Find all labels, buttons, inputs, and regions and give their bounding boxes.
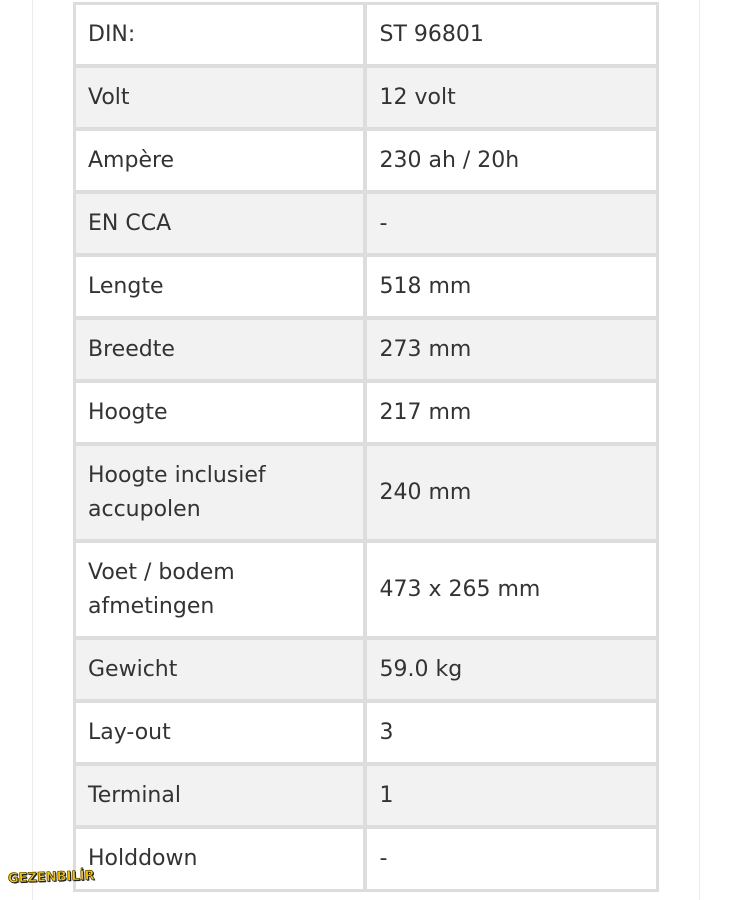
table-row — [74, 764, 658, 827]
table-row — [74, 444, 658, 541]
spec-value: ST 96801 — [365, 3, 658, 66]
spec-value: 518 mm — [365, 255, 658, 318]
spec-label: Terminal — [74, 764, 365, 827]
spec-value: 3 — [365, 701, 658, 764]
spec-value: 240 mm — [365, 444, 658, 541]
table-row — [74, 701, 658, 764]
spec-value: - — [365, 827, 658, 891]
spec-value: 230 ah / 20h — [365, 129, 658, 192]
spec-label: Ampère — [74, 129, 365, 192]
table-row — [74, 541, 658, 638]
spec-label: Voet / bodem afmetingen — [74, 541, 365, 638]
table-row — [74, 192, 658, 255]
spec-table — [73, 2, 659, 892]
spec-label: Holddown — [74, 827, 365, 891]
table-row — [74, 3, 658, 66]
table-row — [74, 318, 658, 381]
spec-label: EN CCA — [74, 192, 365, 255]
spec-label: Hoogte inclusief accupolen — [74, 444, 365, 541]
spec-label: Breedte — [74, 318, 365, 381]
watermark-logo: GEZENBILİR — [7, 868, 95, 887]
spec-label: Lay-out — [74, 701, 365, 764]
spec-label: Lengte — [74, 255, 365, 318]
table-row — [74, 66, 658, 129]
spec-value: 1 — [365, 764, 658, 827]
spec-label: Hoogte — [74, 381, 365, 444]
spec-value: 273 mm — [365, 318, 658, 381]
spec-label: Volt — [74, 66, 365, 129]
table-row — [74, 827, 658, 891]
spec-value: 59.0 kg — [365, 638, 658, 701]
spec-value: 217 mm — [365, 381, 658, 444]
spec-label: DIN: — [74, 3, 365, 66]
spec-value: - — [365, 192, 658, 255]
spec-value: 12 volt — [365, 66, 658, 129]
table-row — [74, 381, 658, 444]
spec-label: Gewicht — [74, 638, 365, 701]
spec-value: 473 x 265 mm — [365, 541, 658, 638]
table-row — [74, 638, 658, 701]
table-row — [74, 129, 658, 192]
table-row — [74, 255, 658, 318]
